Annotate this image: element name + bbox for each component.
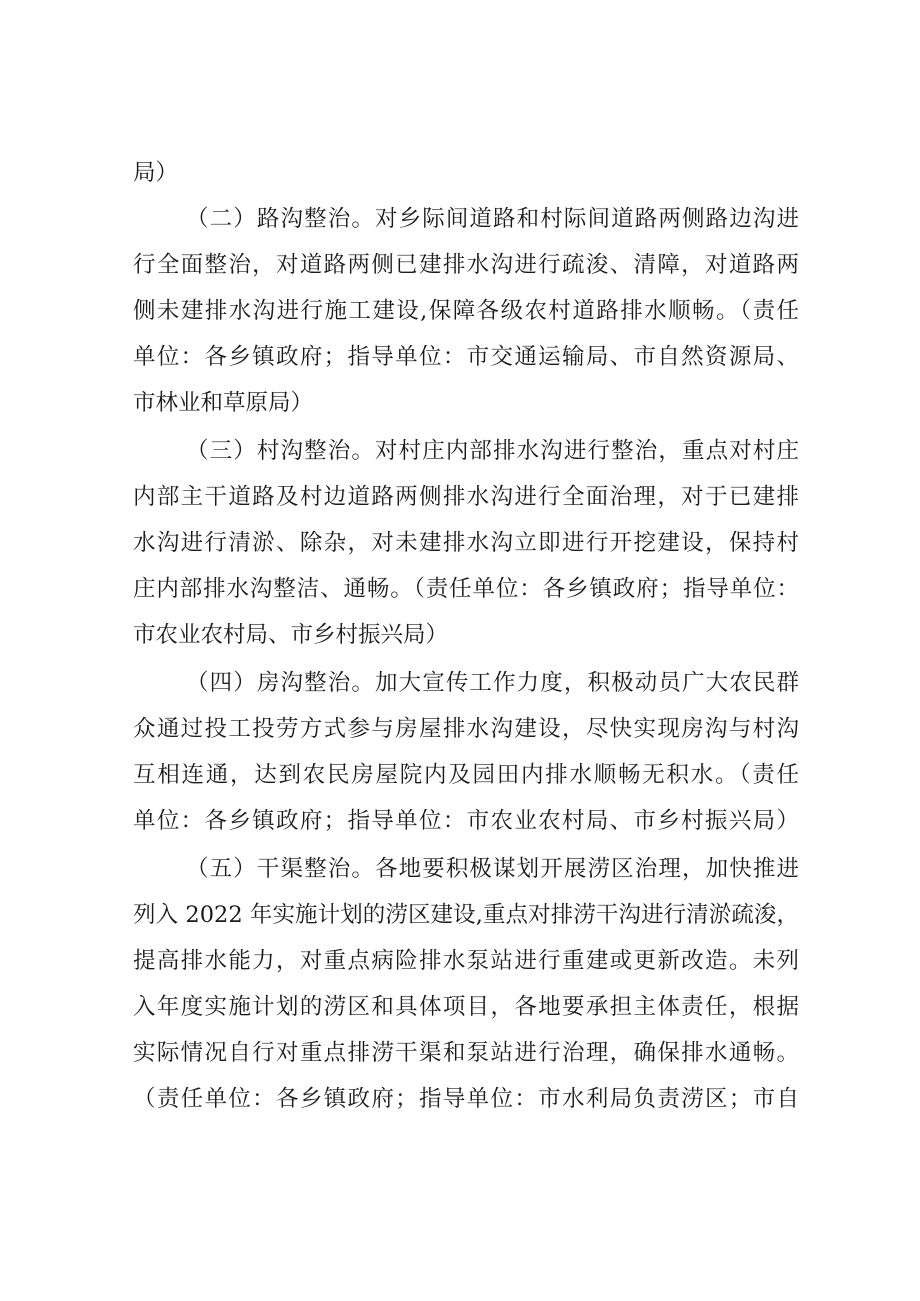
line-text: 单位：各乡镇政府；指导单位：市交通运输局、市自然资源局、	[133, 344, 799, 370]
line-text: （五）干渠整治。各地要积极谋划开展涝区治理，加快推进	[186, 856, 799, 882]
line-text: 提高排水能力，对重点病险排水泵站进行重建或更新改造。未列	[133, 948, 799, 974]
text-line	[0, 892, 920, 938]
line-text: 水沟进行清淤、除杂，对未建排水沟立即进行开挖建设，保持村	[133, 530, 799, 556]
text-line	[0, 150, 920, 196]
text-line	[0, 706, 920, 752]
text-line	[0, 752, 920, 798]
line-text: （责任单位：各乡镇政府；指导单位：市水利局负责涝区；市自	[133, 1086, 799, 1112]
text-line	[0, 846, 920, 892]
text-line	[0, 1030, 920, 1076]
line-text: （四）房沟整治。加大宣传工作力度，积极动员广大农民群	[186, 670, 799, 696]
line-text: （二）路沟整治。对乡际间道路和村际间道路两侧路边沟进	[186, 206, 799, 232]
text-line	[0, 242, 920, 288]
text-line	[0, 428, 920, 474]
text-line	[0, 798, 920, 844]
line-text: 众通过投工投劳方式参与房屋排水沟建设，尽快实现房沟与村沟	[133, 716, 799, 742]
text-line	[0, 288, 920, 334]
text-line	[0, 938, 920, 984]
text-line	[0, 612, 920, 658]
text-line	[0, 984, 920, 1030]
line-text: 市农业农村局、市乡村振兴局）	[133, 622, 449, 648]
line-text: 局）	[133, 160, 179, 186]
text-line	[0, 566, 920, 612]
line-text: 实际情况自行对重点排涝干渠和泵站进行治理，确保排水通畅。	[133, 1040, 799, 1066]
line-text: 行全面整治，对道路两侧已建排水沟进行疏浚、清障，对道路两	[133, 252, 799, 278]
text-line	[0, 380, 920, 426]
text-line	[0, 196, 920, 242]
line-text: 入年度实施计划的涝区和具体项目，各地要承担主体责任，根据	[133, 994, 799, 1020]
text-line	[0, 1076, 920, 1122]
line-text: 单位：各乡镇政府；指导单位：市农业农村局、市乡村振兴局）	[133, 808, 799, 834]
line-text: 互相连通，达到农民房屋院内及园田内排水顺畅无积水。（责任	[133, 762, 799, 788]
text-line	[0, 334, 920, 380]
line-text: 侧未建排水沟进行施工建设,保障各级农村道路排水顺畅。（责任	[133, 298, 799, 324]
text-line	[0, 660, 920, 706]
line-text: 列入 2022 年实施计划的涝区建设,重点对排涝干沟进行清淤疏浚，	[133, 902, 799, 928]
text-line	[0, 520, 920, 566]
line-text: （三）村沟整治。对村庄内部排水沟进行整治，重点对村庄	[186, 438, 799, 464]
line-text: 庄内部排水沟整洁、通畅。（责任单位：各乡镇政府；指导单位：	[133, 576, 799, 602]
line-text: 市林业和草原局）	[133, 390, 314, 416]
text-line	[0, 474, 920, 520]
line-text: 内部主干道路及村边道路两侧排水沟进行全面治理，对于已建排	[133, 484, 799, 510]
